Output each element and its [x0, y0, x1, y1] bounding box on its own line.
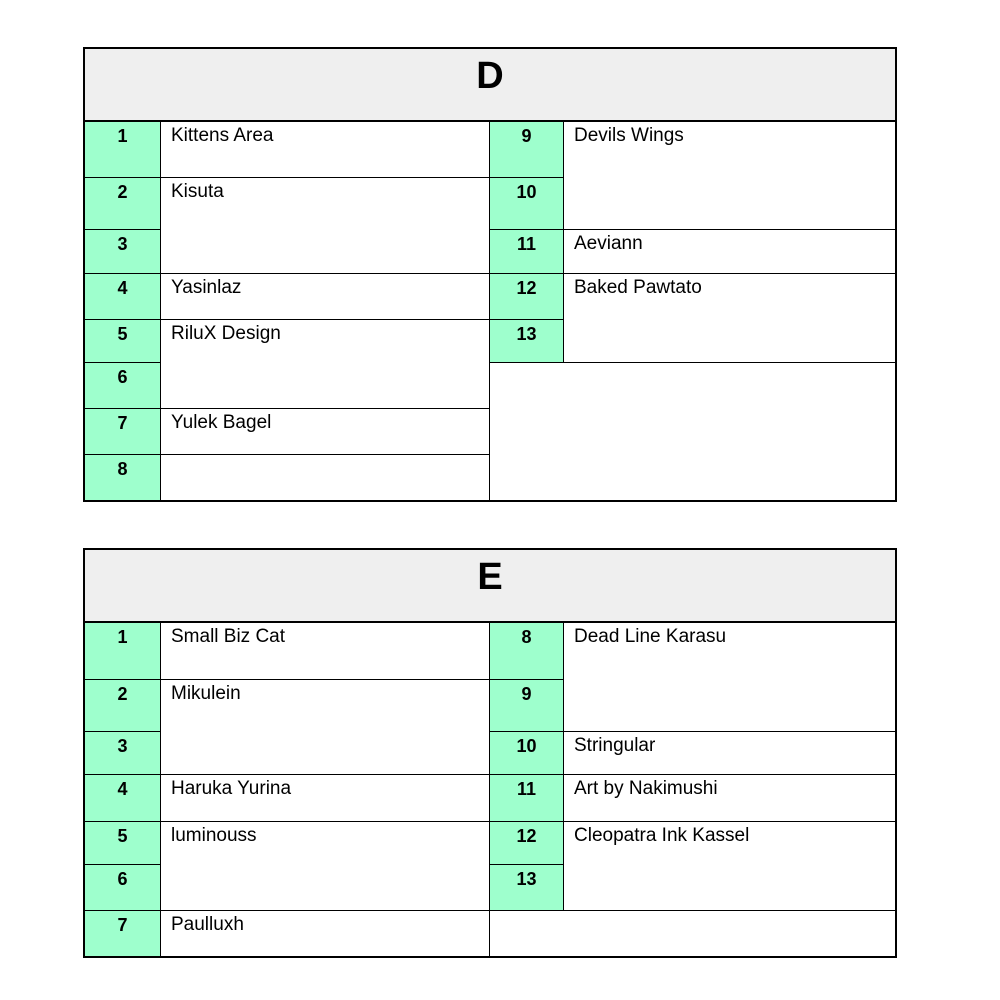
row-divider	[490, 864, 564, 865]
slot-number: 9	[490, 680, 564, 732]
slot-number: 8	[85, 455, 161, 500]
table-d	[83, 47, 897, 502]
slot-number: 13	[490, 865, 564, 911]
exhibitor-name: Kisuta	[171, 181, 224, 202]
exhibitor-name: luminouss	[171, 825, 257, 846]
row-divider	[85, 229, 161, 230]
row-divider	[85, 362, 161, 363]
row-divider	[490, 177, 564, 178]
row-divider	[85, 731, 161, 732]
table-body	[83, 122, 897, 502]
slot-number: 12	[490, 822, 564, 865]
exhibitor-name: Devils Wings	[574, 125, 684, 146]
row-divider	[490, 821, 895, 822]
exhibitor-name: Haruka Yurina	[171, 778, 292, 799]
row-divider	[85, 273, 490, 274]
slot-number: 10	[490, 732, 564, 775]
row-divider	[85, 774, 490, 775]
exhibitor-name: Paulluxh	[171, 914, 244, 935]
slot-number: 11	[490, 230, 564, 274]
slot-number: 1	[85, 623, 161, 680]
slot-number: 5	[85, 320, 161, 363]
exhibitor-name: Baked Pawtato	[574, 277, 702, 298]
table-body	[83, 623, 897, 958]
exhibitor-name: Cleopatra Ink Kassel	[574, 825, 750, 846]
slot-number: 6	[85, 865, 161, 911]
slot-number: 1	[85, 122, 161, 178]
slot-number: 5	[85, 822, 161, 865]
exhibitor-name: Dead Line Karasu	[574, 626, 727, 647]
row-divider	[490, 362, 895, 363]
column-divider	[489, 122, 490, 500]
row-divider	[490, 273, 895, 274]
table-e	[83, 548, 897, 958]
exhibitor-name: Small Biz Cat	[171, 626, 286, 647]
slot-number: 8	[490, 623, 564, 680]
slot-number: 6	[85, 363, 161, 409]
slot-number: 4	[85, 775, 161, 822]
table-title: E	[83, 548, 897, 623]
exhibitor-name: Stringular	[574, 735, 656, 756]
row-divider	[85, 319, 490, 320]
row-divider	[85, 910, 490, 911]
slot-number: 4	[85, 274, 161, 320]
exhibitor-name: RiluX Design	[171, 323, 281, 344]
exhibitor-name: Kittens Area	[171, 125, 274, 146]
slot-number: 7	[85, 409, 161, 455]
row-divider	[490, 679, 564, 680]
slot-number: 3	[85, 732, 161, 775]
row-divider	[85, 679, 490, 680]
column-divider	[489, 623, 490, 956]
row-divider	[85, 864, 161, 865]
row-divider	[490, 774, 895, 775]
table-title: D	[83, 47, 897, 122]
row-divider	[85, 821, 490, 822]
row-divider	[490, 229, 895, 230]
row-divider	[85, 408, 490, 409]
exhibitor-name: Yasinlaz	[171, 277, 242, 298]
row-divider	[490, 731, 895, 732]
exhibitor-name	[161, 455, 489, 500]
row-divider	[85, 454, 490, 455]
row-divider	[85, 177, 490, 178]
row-divider	[490, 319, 564, 320]
slot-number: 2	[85, 178, 161, 230]
slot-number: 12	[490, 274, 564, 320]
row-divider	[490, 910, 895, 911]
slot-number: 11	[490, 775, 564, 822]
slot-number: 7	[85, 911, 161, 956]
exhibitor-name: Art by Nakimushi	[574, 778, 718, 799]
slot-number: 2	[85, 680, 161, 732]
slot-number: 3	[85, 230, 161, 274]
exhibitor-name: Aeviann	[574, 233, 643, 254]
slot-number: 9	[490, 122, 564, 178]
exhibitor-name: Mikulein	[171, 683, 241, 704]
exhibitor-name: Yulek Bagel	[171, 412, 272, 433]
slot-number: 10	[490, 178, 564, 230]
slot-number: 13	[490, 320, 564, 363]
